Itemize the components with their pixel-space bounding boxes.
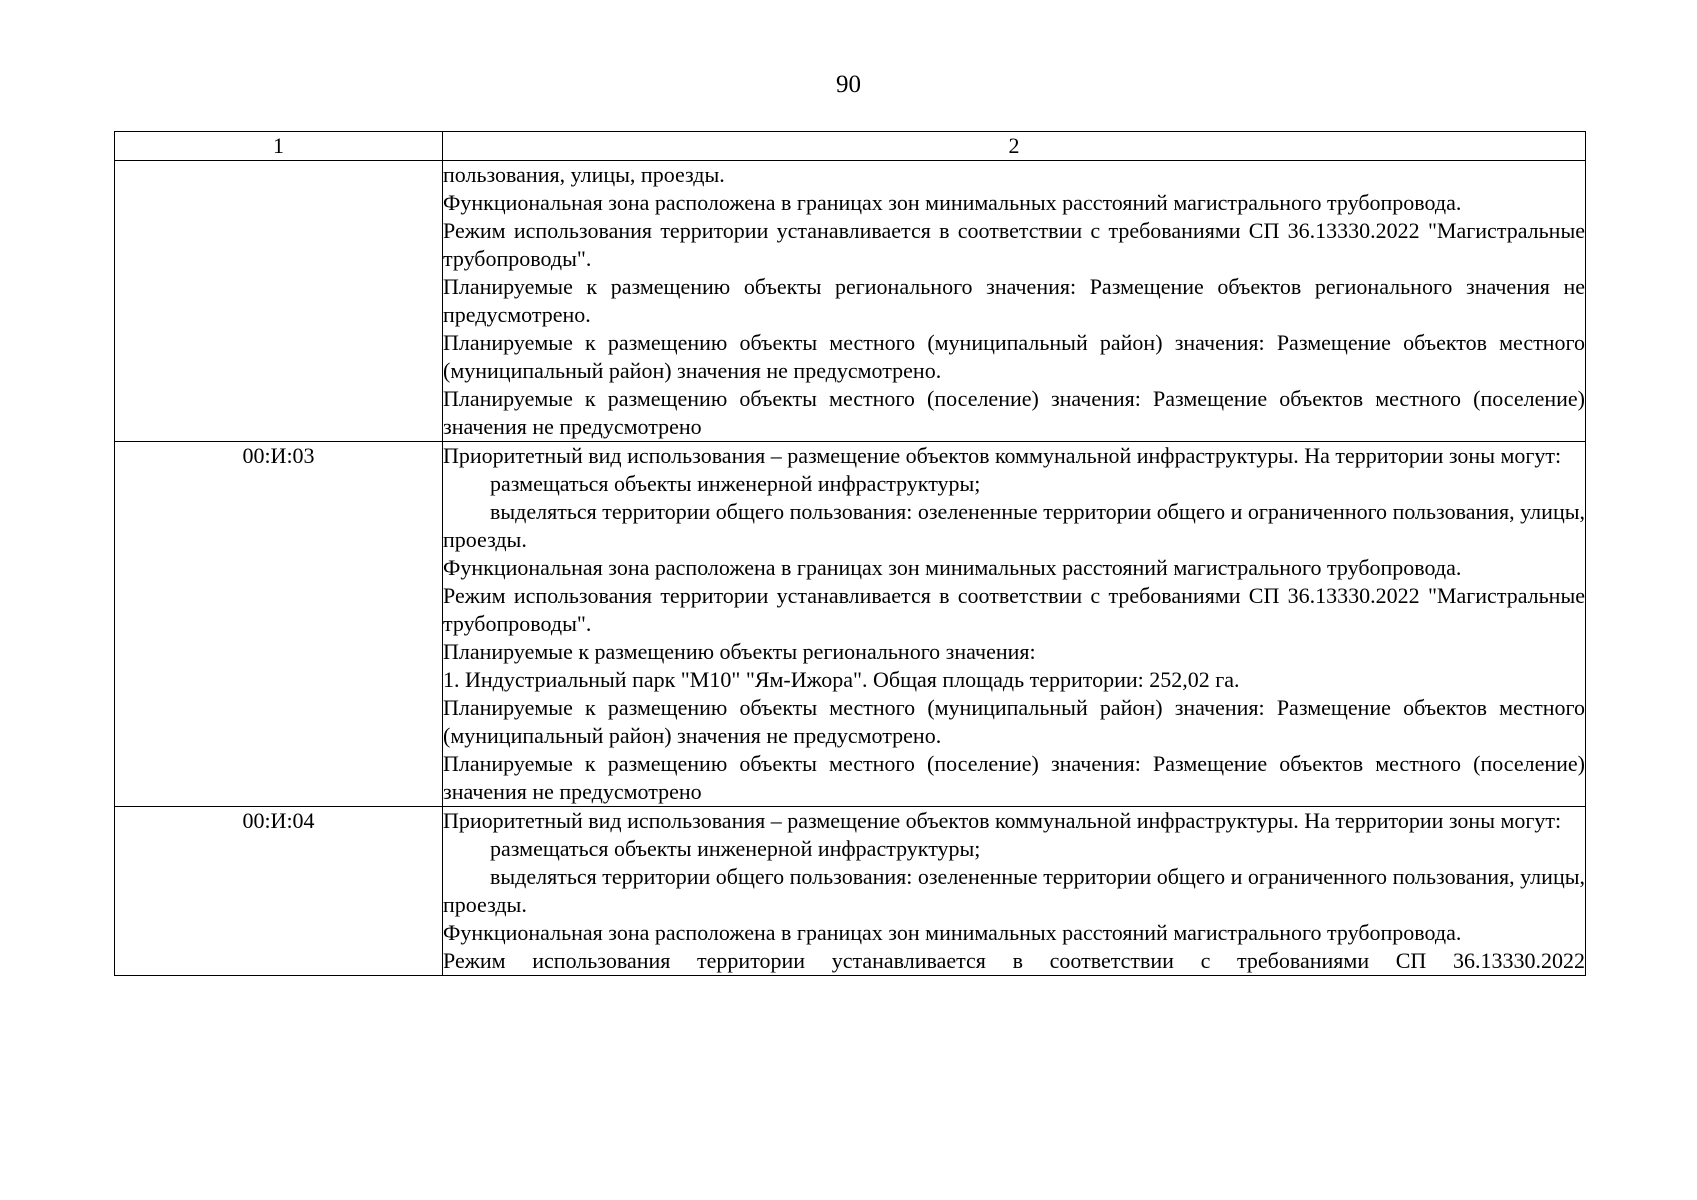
description-paragraph: Режим использования территории устанавливается в соответствии с требованиями СП 36.13330.2022 "Магистральные трубопроводы". <box>443 218 1585 271</box>
table-row <box>115 807 1586 976</box>
description-paragraph: выделяться территории общего пользования: озелененные территории общего и ограниченного пользования, улицы, проезды. <box>443 499 1585 552</box>
column-header-1: 1 <box>115 132 443 161</box>
description-paragraph: Планируемые к размещению объекты регионального значения: Размещение объектов регионального значения не предусмотрено. <box>443 274 1585 327</box>
table-row <box>115 442 1586 807</box>
description-paragraph: выделяться территории общего пользования: озелененные территории общего и ограниченного пользования, улицы, проезды. <box>443 864 1585 917</box>
description-paragraph: Планируемые к размещению объекты местного (муниципальный район) значения: Размещение объектов местного (муниципальный район) значения не предусмотрено. <box>443 695 1585 748</box>
description-paragraph: Планируемые к размещению объекты регионального значения: <box>443 639 1036 664</box>
description-paragraph: Функциональная зона расположена в границах зон минимальных расстояний магистрального трубопровода. <box>443 190 1462 215</box>
zone-description-cell <box>443 161 1586 442</box>
description-paragraph: пользования, улицы, проезды. <box>443 162 725 187</box>
description-paragraph: Функциональная зона расположена в границах зон минимальных расстояний магистрального трубопровода. <box>443 920 1462 945</box>
description-paragraph: Планируемые к размещению объекты местного (поселение) значения: Размещение объектов местного (поселение) значения не предусмотрено <box>443 751 1585 804</box>
zone-code-cell: 00:И:04 <box>115 807 443 976</box>
description-paragraph: 1. Индустриальный парк "М10" "Ям-Ижора". Общая площадь территории: 252,02 га. <box>443 667 1240 692</box>
description-paragraph: Режим использования территории устанавливается в соответствии с требованиями СП 36.13330.2022 <box>443 948 1585 973</box>
description-paragraph: размещаться объекты инженерной инфраструктуры; <box>490 836 981 861</box>
description-paragraph: Планируемые к размещению объекты местного (муниципальный район) значения: Размещение объектов местного (муниципальный район) значения не предусмотрено. <box>443 330 1585 383</box>
column-header-2: 2 <box>443 132 1586 161</box>
description-paragraph: Приоритетный вид использования – размещение объектов коммунальной инфраструктуры. На территории зоны могут: <box>443 443 1562 468</box>
description-paragraph: Приоритетный вид использования – размещение объектов коммунальной инфраструктуры. На территории зоны могут: <box>443 808 1562 833</box>
description-paragraph: размещаться объекты инженерной инфраструктуры; <box>490 471 981 496</box>
description-paragraph: Функциональная зона расположена в границах зон минимальных расстояний магистрального трубопровода. <box>443 555 1462 580</box>
zone-code-cell <box>115 161 443 442</box>
zone-description-cell <box>443 807 1586 976</box>
zones-table <box>114 131 1586 976</box>
description-paragraph: Планируемые к размещению объекты местного (поселение) значения: Размещение объектов местного (поселение) значения не предусмотрено <box>443 386 1585 439</box>
table-header-row <box>115 132 1586 161</box>
page-number: 90 <box>836 71 861 98</box>
zone-description-cell <box>443 442 1586 807</box>
description-paragraph: Режим использования территории устанавливается в соответствии с требованиями СП 36.13330.2022 "Магистральные трубопроводы". <box>443 583 1585 636</box>
table-body <box>115 161 1586 976</box>
table-row <box>115 161 1586 442</box>
zone-code-cell: 00:И:03 <box>115 442 443 807</box>
